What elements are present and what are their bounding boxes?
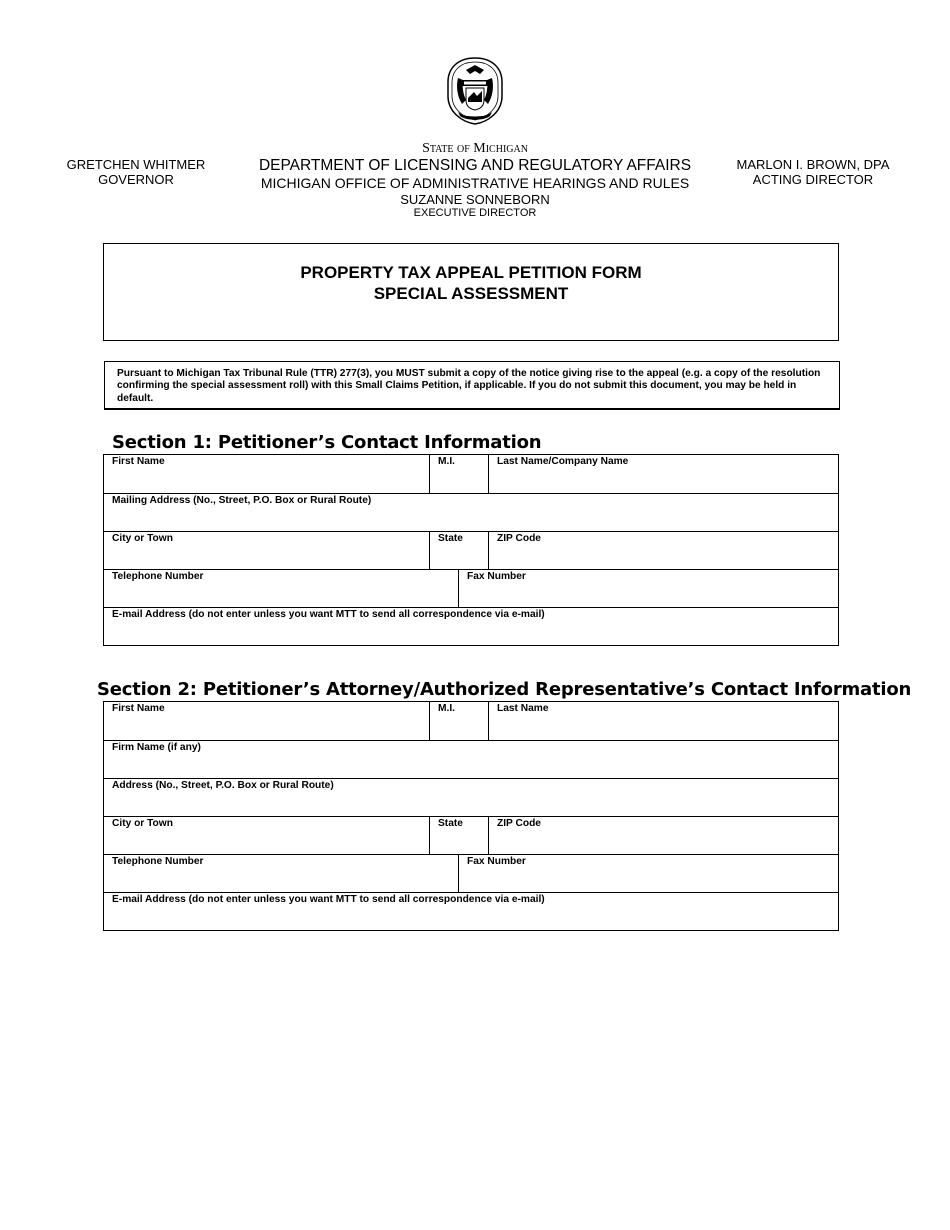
- rep-address-input[interactable]: [110, 794, 832, 814]
- form-row: [104, 892, 838, 930]
- field-label: First Name: [112, 703, 165, 714]
- rep-fax-field[interactable]: [458, 855, 838, 892]
- field-label: First Name: [112, 456, 165, 467]
- rep-address-field[interactable]: [104, 779, 838, 816]
- email-field[interactable]: [104, 608, 838, 645]
- field-label: City or Town: [112, 818, 173, 829]
- last-name-field[interactable]: [488, 455, 838, 493]
- form-row: [104, 740, 838, 778]
- field-label: Last Name: [497, 703, 549, 714]
- field-label: Last Name/Company Name: [497, 456, 629, 467]
- michigan-state-seal-icon: [444, 56, 506, 126]
- rep-middle-initial-field[interactable]: [429, 702, 488, 740]
- form-row: [104, 702, 838, 740]
- acting-director-name: MARLON I. BROWN, DPA: [736, 157, 890, 172]
- form-title: PROPERTY TAX APPEAL PETITION FORM: [300, 263, 642, 282]
- director-title: EXECUTIVE DIRECTOR: [413, 207, 537, 219]
- rep-state-input[interactable]: [436, 832, 482, 852]
- field-label: Firm Name (if any): [112, 742, 201, 753]
- rep-telephone-field[interactable]: [104, 855, 458, 892]
- email-input[interactable]: [110, 623, 832, 643]
- field-label: State: [438, 818, 463, 829]
- field-label: Telephone Number: [112, 856, 204, 867]
- firm-name-input[interactable]: [110, 756, 832, 776]
- rep-first-name-input[interactable]: [110, 718, 423, 738]
- field-label: Telephone Number: [112, 571, 204, 582]
- fax-field[interactable]: [458, 570, 838, 607]
- field-label: State: [438, 533, 463, 544]
- office-name: MICHIGAN OFFICE OF ADMINISTRATIVE HEARINGS AND RULES: [260, 175, 690, 191]
- form-row: [104, 569, 838, 607]
- first-name-field[interactable]: [104, 455, 429, 493]
- governor-title: GOVERNOR: [98, 172, 174, 187]
- field-label: Address (No., Street, P.O. Box or Rural Route): [112, 780, 334, 791]
- city-field[interactable]: [104, 532, 429, 569]
- governor-block: [50, 157, 222, 187]
- mailing-address-field[interactable]: [104, 494, 838, 531]
- telephone-field[interactable]: [104, 570, 458, 607]
- field-label: ZIP Code: [497, 818, 541, 829]
- state-field[interactable]: [429, 532, 488, 569]
- last-name-input[interactable]: [495, 471, 832, 491]
- first-name-input[interactable]: [110, 471, 423, 491]
- acting-director-title: ACTING DIRECTOR: [752, 172, 874, 187]
- form-row: [104, 778, 838, 816]
- director-name: SUZANNE SONNEBORN: [400, 192, 550, 207]
- rep-zip-field[interactable]: [488, 817, 838, 854]
- section1-title: Section 1: Petitioner’s Contact Information: [112, 432, 542, 453]
- acting-director-block: [720, 157, 906, 187]
- letterhead: [200, 141, 750, 220]
- form-row: [104, 493, 838, 531]
- section2-title: Section 2: Petitioner’s Attorney/Authorized Representative’s Contact Information: [97, 679, 912, 700]
- rep-email-field[interactable]: [104, 893, 838, 930]
- middle-initial-field[interactable]: [429, 455, 488, 493]
- department-name: DEPARTMENT OF LICENSING AND REGULATORY AFFAIRS: [258, 157, 692, 174]
- mailing-address-input[interactable]: [110, 509, 832, 529]
- field-label: M.I.: [438, 456, 455, 467]
- form-row: [104, 607, 838, 645]
- form-row: [104, 854, 838, 892]
- rep-city-field[interactable]: [104, 817, 429, 854]
- rep-fax-input[interactable]: [465, 870, 832, 890]
- field-label: ZIP Code: [497, 533, 541, 544]
- rep-city-input[interactable]: [110, 832, 423, 852]
- fax-input[interactable]: [465, 585, 832, 605]
- rep-first-name-field[interactable]: [104, 702, 429, 740]
- form-row: [104, 455, 838, 493]
- middle-initial-input[interactable]: [436, 471, 482, 491]
- telephone-input[interactable]: [110, 585, 452, 605]
- form-subtitle: SPECIAL ASSESSMENT: [373, 284, 569, 303]
- field-label: City or Town: [112, 533, 173, 544]
- default-notice: Pursuant to Michigan Tax Tribunal Rule (TTR) 277(3), you MUST submit a copy of the notice giving rise to the appeal (e.g. a copy of the resolution confirming the special assessment roll) with this Small Claims Petition, if applicable. If you do not submit this document, you may be held in default.: [104, 361, 840, 410]
- state-input[interactable]: [436, 547, 482, 567]
- field-label: E-mail Address (do not enter unless you want MTT to send all correspondence via e-mail): [112, 894, 545, 905]
- form-title-box: [103, 243, 839, 341]
- field-label: M.I.: [438, 703, 455, 714]
- rep-last-name-field[interactable]: [488, 702, 838, 740]
- field-label: Fax Number: [467, 571, 526, 582]
- firm-name-field[interactable]: [104, 741, 838, 778]
- form-row: [104, 531, 838, 569]
- rep-zip-input[interactable]: [495, 832, 832, 852]
- rep-telephone-input[interactable]: [110, 870, 452, 890]
- field-label: Fax Number: [467, 856, 526, 867]
- form-row: [104, 816, 838, 854]
- rep-state-field[interactable]: [429, 817, 488, 854]
- zip-input[interactable]: [495, 547, 832, 567]
- city-input[interactable]: [110, 547, 423, 567]
- rep-middle-initial-input[interactable]: [436, 718, 482, 738]
- zip-field[interactable]: [488, 532, 838, 569]
- state-name: State of Michigan: [422, 141, 528, 156]
- representative-contact-form: [103, 701, 839, 931]
- governor-name: GRETCHEN WHITMER: [66, 157, 206, 172]
- rep-last-name-input[interactable]: [495, 718, 832, 738]
- field-label: E-mail Address (do not enter unless you want MTT to send all correspondence via e-mail): [112, 609, 545, 620]
- field-label: Mailing Address (No., Street, P.O. Box or Rural Route): [112, 495, 372, 506]
- rep-email-input[interactable]: [110, 908, 832, 928]
- petitioner-contact-form: [103, 454, 839, 646]
